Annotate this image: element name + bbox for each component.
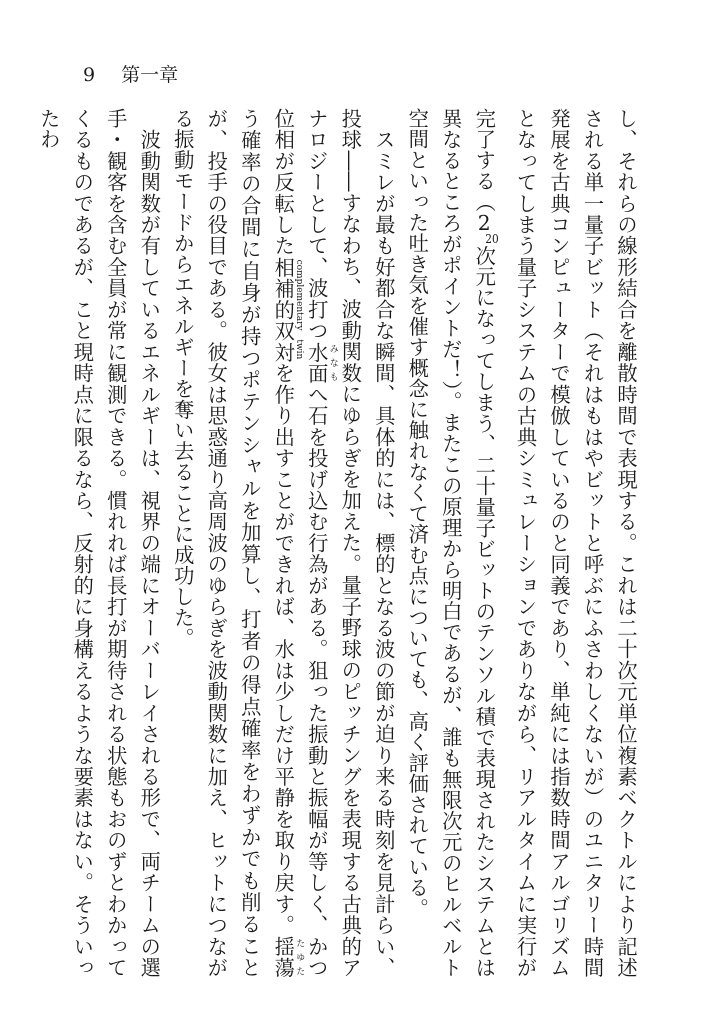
text-run: を作り出すことができれば、水は少しだけ平静を取り戻す。 [271, 362, 296, 936]
ruby-base: 水面 [304, 341, 329, 384]
text-run: う確率の合間に自身が持つポテンシャルを加算し、打者の得点確率をわずかでも削ることが、投手の役目である。彼女は思惑通り高周波のゆらぎを波動関数に加え、ヒットにつながる振動モードからエネルギーを奪い去ることに成功した。 [170, 108, 262, 978]
ruby-annotation [271, 935, 305, 978]
ruby-reading: みなも [327, 341, 338, 384]
text-run: へ石を投げ込む行為がある。狙った振動と振幅が等しく、かつ位相が反転した [271, 108, 329, 978]
text-run: 次元になってしまう、二十量子ビットのテンソル積で表現されたシステムとは異なるところがポイントだ！）。またこの原理から明白であるが、誰も無限次元のヒルベルト空間といった吐き気を催す概念に触れなくて済む点についても、高く評価されている。 [405, 108, 497, 978]
paragraph [165, 108, 400, 978]
ruby-reading: たゆた [294, 935, 305, 978]
body-text [36, 108, 642, 978]
ruby-annotation [271, 256, 305, 363]
ruby-base: 相補的双対 [271, 256, 296, 363]
chapter-title: 第一章 [121, 64, 179, 86]
page-header [83, 60, 178, 87]
text-run: し、それらの線形結合を離散時間で表現する。これは二十次元単位複素ベクトルにより記述される単一量子ビット（それはもはやビットと呼ぶにふさわしくないが）のユニタリー時間発展を古典コンピューターで模倣しているのと同義であり、単純には指数時間アルゴリズムとなってしまう量子システムの古典シミュレーションでありながら、リアルタイムに実行が完了する（ [472, 108, 638, 978]
page-number: 9 [83, 64, 96, 86]
paragraph [400, 108, 642, 978]
exponent-expression [472, 212, 499, 246]
ruby-reading: complementary twin [294, 256, 305, 363]
exponent-base: 2 [477, 212, 491, 233]
paragraph [31, 108, 165, 978]
exponent-power: 20 [485, 233, 499, 246]
ruby-base: 揺蕩 [271, 935, 296, 978]
ruby-annotation [304, 341, 338, 384]
text-run: 波動関数が有しているエネルギーは、視界の端にオーバーレイされる形で、両チームの選手・観客を含む全員が常に観測できる。慣れれば長打が期待される状態もおのずとわかってくるものであるが、こと現時点に限るなら、反射的に身構えるような要素はない。そういったわ [36, 108, 162, 978]
text-run: スミレが最も好都合な瞬間、具体的には、標的となる波の節が迫り来る時刻を見計らい、投球――すなわち、波動関数にゆらぎを加えた。量子野球のピッチングを表現する古典的アナロジーとして、波打つ [304, 108, 396, 978]
